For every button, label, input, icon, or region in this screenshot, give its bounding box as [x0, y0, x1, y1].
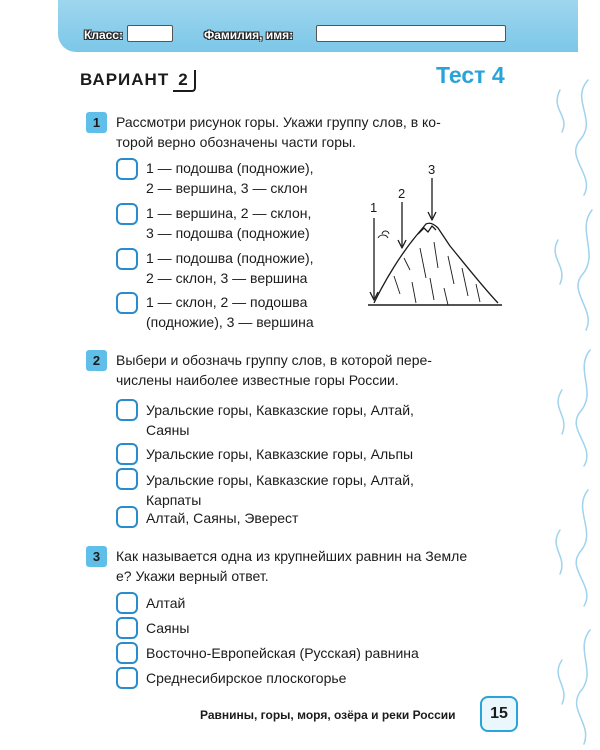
question-2-option-2-text	[146, 444, 413, 464]
class-label: Класс:	[84, 28, 123, 42]
option-line: Алтай, Саяны, Эверест	[146, 510, 299, 526]
question-1-line-1: Рассмотри рисунок горы. Укажи группу слов, в ко-	[116, 114, 441, 130]
question-2-number: 2	[86, 350, 107, 371]
question-3-option-1-checkbox[interactable]	[116, 592, 138, 614]
question-1-option-3-text	[146, 248, 314, 288]
question-3-option-2-checkbox[interactable]	[116, 617, 138, 639]
name-field[interactable]	[316, 25, 506, 42]
option-line: 1 — склон, 2 — подошва	[146, 294, 308, 310]
option-line: 3 — подошва (подножие)	[146, 225, 310, 241]
question-1-option-1-checkbox[interactable]	[116, 158, 138, 180]
question-1-option-3-checkbox[interactable]	[116, 248, 138, 270]
mountain-outline	[374, 223, 498, 303]
decorative-wave-ornament	[540, 60, 600, 750]
question-2-option-1-checkbox[interactable]	[116, 399, 138, 421]
question-3-line-2: е? Укажи верный ответ.	[116, 568, 269, 584]
figure-label-1: 1	[370, 200, 378, 215]
variant-label: ВАРИАНТ	[80, 70, 170, 89]
question-3-number: 3	[86, 546, 107, 567]
option-line: Уральские горы, Кавказские горы, Альпы	[146, 446, 414, 462]
question-2-option-4-text	[146, 508, 298, 528]
option-line: 1 — подошва (подножие),	[146, 160, 314, 176]
mountain-figure	[364, 158, 504, 318]
question-3-option-4-text: Среднесибирское плоскогорье	[146, 670, 347, 686]
option-line: Уральские горы, Кавказские горы, Алтай,	[146, 472, 414, 488]
test-title: Тест 4	[436, 62, 505, 88]
figure-label-2: 2	[398, 186, 406, 201]
variant-number: 2	[173, 70, 195, 92]
question-1-text	[116, 112, 441, 152]
question-1-option-2-checkbox[interactable]	[116, 203, 138, 225]
option-line: Карпаты	[146, 492, 202, 508]
question-3-option-1-text: Алтай	[146, 595, 186, 611]
question-2-option-3-text	[146, 470, 414, 510]
question-2-option-2-checkbox[interactable]	[116, 443, 138, 465]
page-number: 15	[480, 696, 518, 732]
question-1-option-1-text	[146, 158, 314, 198]
option-line: Саяны	[146, 422, 190, 438]
question-3-line-1: Как называется одна из крупнейших равнин на Земле	[116, 548, 468, 564]
question-3-text	[116, 546, 467, 586]
question-1-line-2: торой верно обозначены части горы.	[116, 134, 356, 150]
question-1-number: 1	[86, 112, 107, 133]
variant-heading	[80, 70, 196, 92]
question-1-option-4-text	[146, 292, 314, 332]
figure-label-3: 3	[428, 162, 436, 177]
question-3-option-4-checkbox[interactable]	[116, 667, 138, 689]
option-line: 2 — вершина, 3 — склон	[146, 180, 308, 196]
slope-hatching	[394, 242, 480, 305]
footer-topic: Равнины, горы, моря, озёра и реки России	[200, 708, 456, 722]
cloud-icon	[378, 231, 389, 238]
question-2-text	[116, 350, 432, 390]
question-2-line-2: числены наиболее известные горы России.	[116, 372, 399, 388]
option-line: 1 — подошва (подножие),	[146, 250, 314, 266]
question-2-option-1-text	[146, 400, 414, 440]
option-line: Уральские горы, Кавказские горы, Алтай,	[146, 402, 414, 418]
question-2-line-1: Выбери и обозначь группу слов, в которой пере-	[116, 352, 432, 368]
question-1-option-4-checkbox[interactable]	[116, 292, 138, 314]
question-1-option-2-text	[146, 203, 311, 243]
question-3-option-3-checkbox[interactable]	[116, 642, 138, 664]
class-field[interactable]	[127, 25, 173, 42]
question-2-option-3-checkbox[interactable]	[116, 468, 138, 490]
question-2-option-4-checkbox[interactable]	[116, 506, 138, 528]
option-line: 2 — склон, 3 — вершина	[146, 270, 308, 286]
question-3-option-2-text: Саяны	[146, 620, 190, 636]
option-line: 1 — вершина, 2 — склон,	[146, 205, 312, 221]
name-label: Фамилия, имя:	[204, 28, 294, 42]
option-line: (подножие), 3 — вершина	[146, 314, 314, 330]
question-3-option-3-text: Восточно-Европейская (Русская) равнина	[146, 645, 419, 661]
